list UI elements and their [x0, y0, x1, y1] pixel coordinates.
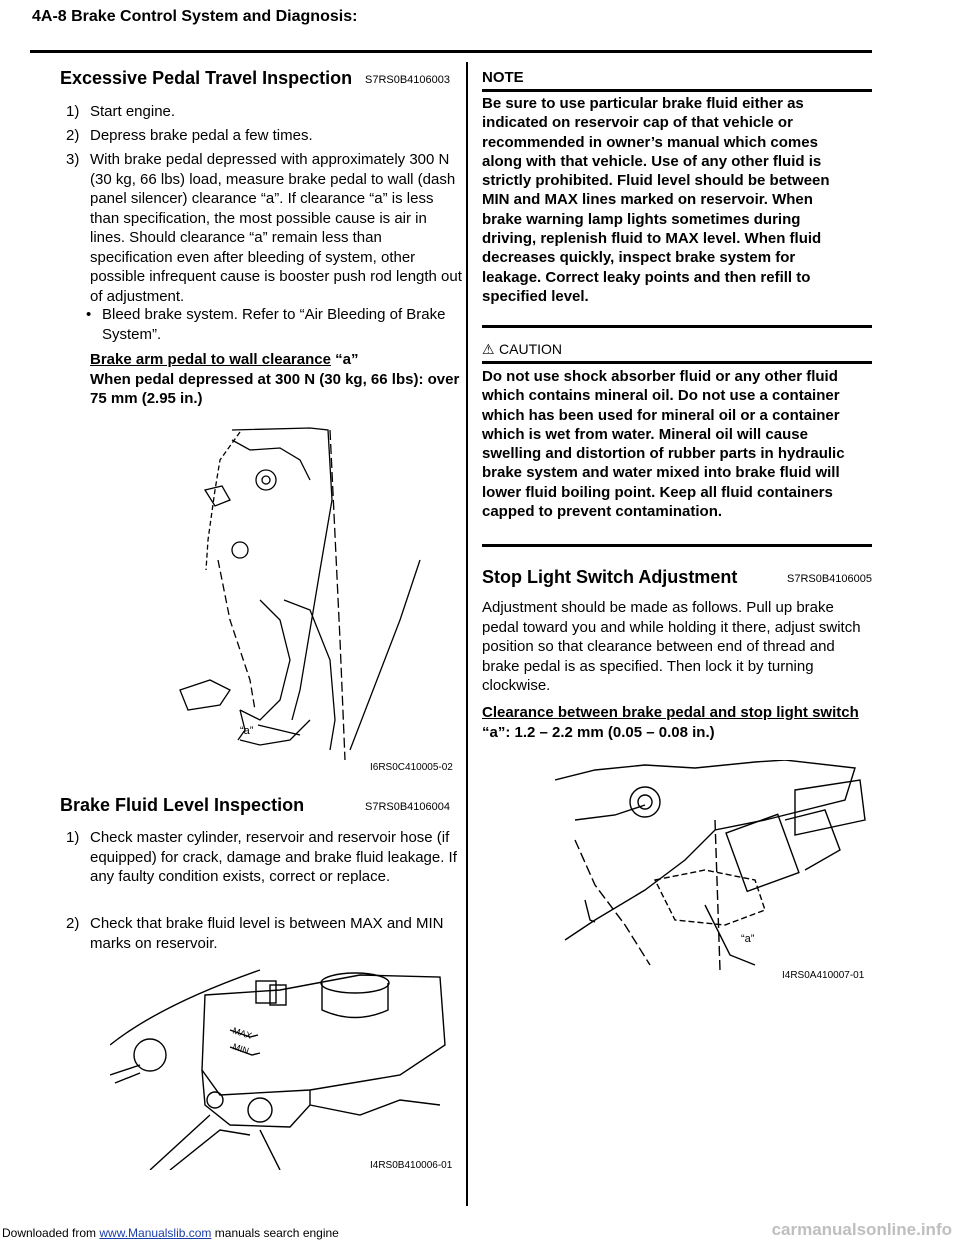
section-title: Stop Light Switch Adjustment [482, 567, 738, 587]
step-number: 1) [66, 103, 80, 120]
spec-block [482, 703, 874, 742]
figure-caption: I4RS0A410007-01 [782, 970, 865, 981]
pedal-bracket-outline [232, 428, 332, 720]
caution-text: Do not use shock absorber fluid or any other fluid which contains mineral oil. Do not use a container which has been used for mineral oil or a container which is wet from water. Mineral oil will cause swelling and distortion of rubber parts in hydraulic brake system and water mixed into brake fluid will lower fluid boiling point. Keep all fluid containers capped to prevent contamination. [482, 368, 845, 521]
step-text: With brake pedal depressed with approximately 300 N (30 kg, 66 lbs) load, measure brake pedal to wall (dash panel silencer) clearance “a”. If clearance “a” is less than specification, the most possible cause is air in lines. Should clearance “a” remain less than specification even after bleeding of system, other possible infrequent cause is booster push rod length out of adjustment. [90, 151, 462, 305]
warning-triangle-icon: ⚠ [482, 341, 495, 357]
step-number: 2) [66, 915, 80, 932]
note-label: NOTE [482, 69, 524, 86]
figure-label: “a” [240, 725, 254, 737]
section-brake-fluid-level [60, 795, 450, 816]
section-title: Excessive Pedal Travel Inspection [60, 68, 353, 88]
figure-caption: I6RS0C410005-02 [370, 762, 453, 773]
page-header: 4A-8 Brake Control System and Diagnosis: [32, 8, 358, 25]
section-code: S7RS0B4106003 [364, 74, 450, 86]
note-text: Be sure to use particular brake fluid either as indicated on reservoir cap of that vehicle or recommended in owner’s manual which comes along with that vehicle. Use of any other fluid is strictly prohibited. Fluid level should be between MIN and MAX lines marked on reservoir. When brake warning lamp lights sometimes during driving, replenish fluid to MAX level. When fluid decreases quickly, inspect brake system for leakage. Correct leaky points and then refill to specified level. [482, 95, 830, 305]
section-excessive-pedal-travel [60, 68, 450, 89]
section-code: S7RS0B4106004 [364, 801, 450, 813]
spec-value: “a”: 1.2 – 2.2 mm (0.05 – 0.08 in.) [482, 723, 715, 741]
step-text: Check master cylinder, reservoir and reservoir hose (if equipped) for crack, damage and brake fluid leakage. If any faulty condition exists, correct or replace. [90, 829, 457, 885]
section-body: Adjustment should be made as follows. Pull up brake pedal toward you and while holding it there, adjust switch position so that clearance between end of thread and brake pedal is as specified. Then lock it by turning clockwise. [482, 599, 861, 694]
note-top-rule [482, 89, 872, 92]
brake-fluid-reservoir-illustration [110, 965, 453, 1171]
caution-bottom-rule [482, 544, 872, 547]
manualslib-link[interactable]: www.Manualslib.com [99, 1226, 212, 1240]
step-text: Check that brake fluid level is between MAX and MIN marks on reservoir. [90, 915, 444, 952]
note-bottom-rule [482, 325, 872, 328]
step-number: 2) [66, 127, 80, 144]
caution-label: CAUTION [499, 341, 563, 357]
bullet-item: • Bleed brake system. Refer to “Air Bleeding of Brake System”. [92, 305, 452, 344]
figure-label: “a” [741, 933, 755, 945]
spec-title: Clearance between brake pedal and stop light switch [482, 704, 859, 721]
spec-title: Brake arm pedal to wall clearance [90, 351, 331, 368]
column-divider [466, 62, 468, 1206]
step-number: 1) [66, 829, 80, 846]
max-mark: MAX [231, 1025, 254, 1041]
brake-pedal-illustration [160, 420, 452, 770]
footer-download-line: Downloaded from www.Manualslib.com manuals search engine [2, 1226, 339, 1240]
step-text: Start engine. [90, 103, 176, 120]
section-stop-light-switch [482, 567, 872, 588]
min-mark: MIN [231, 1041, 251, 1057]
spec-quote: “a” [330, 351, 359, 368]
step-text: Depress brake pedal a few times. [90, 127, 313, 144]
header-rule [30, 50, 872, 53]
spec-value: When pedal depressed at 300 N (30 kg, 66 lbs): over 75 mm (2.95 in.) [90, 370, 460, 407]
caution-top-rule [482, 361, 872, 364]
watermark: carmanualsonline.info [771, 1220, 952, 1239]
bullet-text: Bleed brake system. Refer to “Air Bleeding of Brake System”. [102, 306, 446, 343]
stop-light-switch-illustration [555, 760, 870, 970]
step-number: 3) [66, 151, 80, 168]
section-title: Brake Fluid Level Inspection [60, 795, 305, 815]
figure-caption: I4RS0B410006-01 [370, 1160, 453, 1171]
caution-header [482, 340, 562, 360]
spec-block [90, 350, 460, 409]
section-code: S7RS0B4106005 [786, 573, 872, 585]
